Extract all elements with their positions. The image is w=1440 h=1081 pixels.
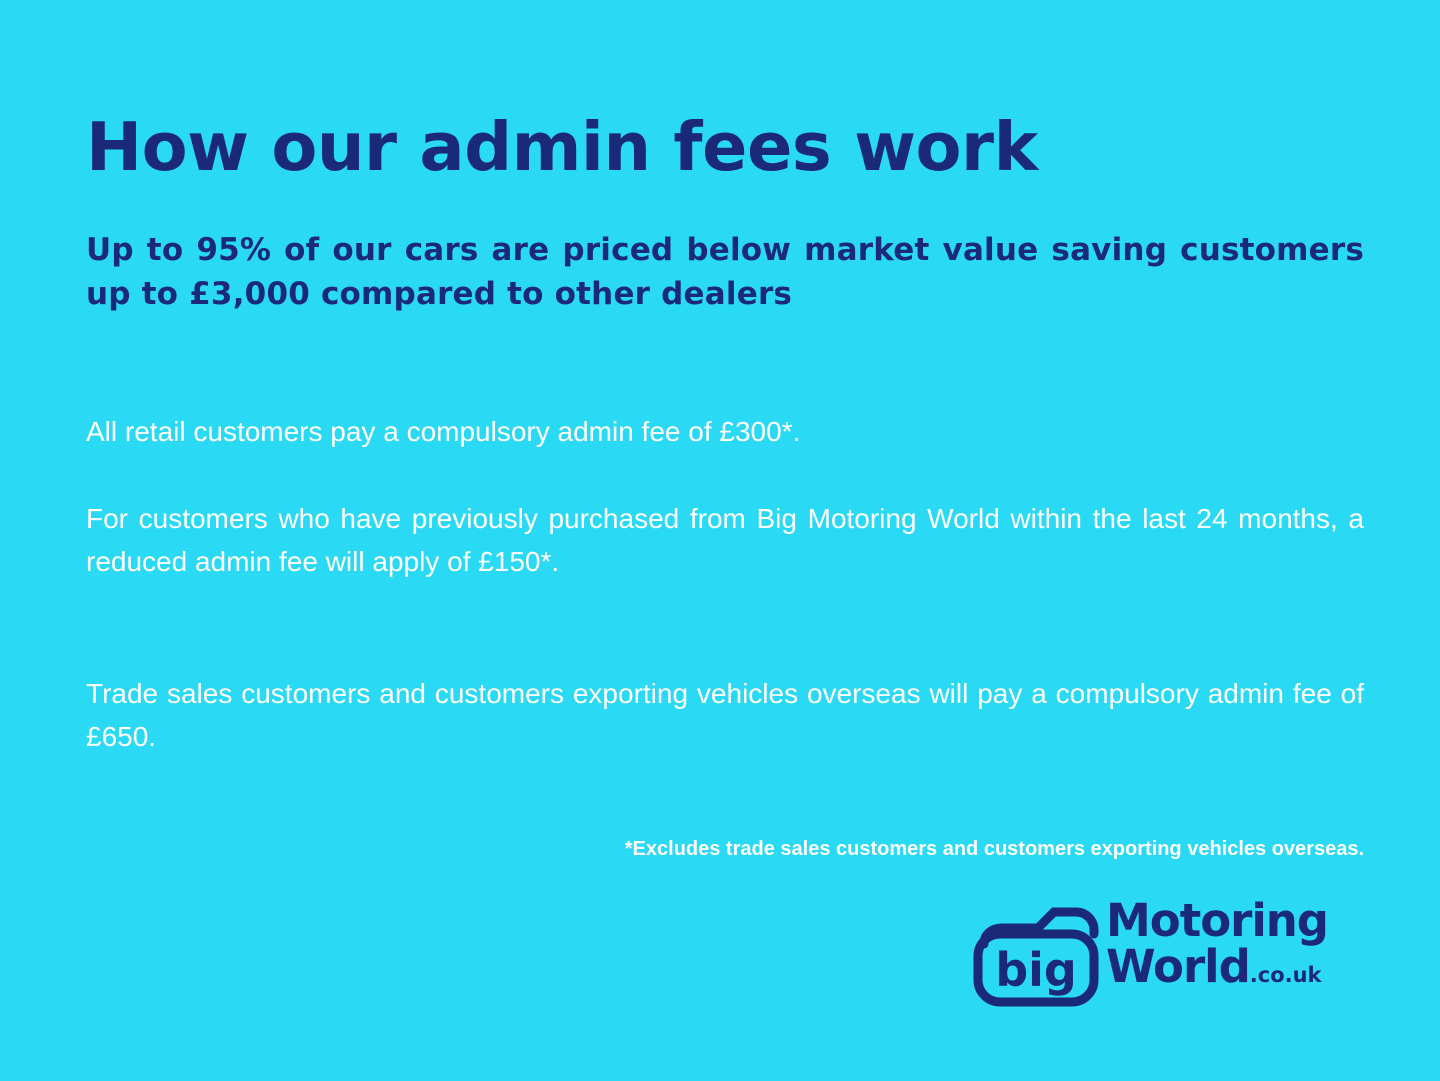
paragraph-returning-customer-fee: For customers who have previously purchased from Big Motoring World within the last 24 months, a reduced admin fee will apply of £150*.: [86, 503, 1364, 578]
brand-tld: .co.uk: [1249, 962, 1322, 987]
brand-line-2: World: [1106, 939, 1250, 993]
brand-wordmark: [1106, 894, 1362, 1014]
subheading: Up to 95% of our cars are priced below market value saving customers up to £3,000 compared to other dealers: [86, 232, 1364, 313]
brand-line-1: Motoring: [1106, 894, 1328, 947]
big-car-icon: [972, 904, 1102, 1008]
page-title: How our admin fees work: [86, 108, 1038, 186]
footnote: *Excludes trade sales customers and customers exporting vehicles overseas.: [624, 838, 1364, 860]
brand-logo: [972, 894, 1362, 1018]
paragraph-trade-export-fee: Trade sales customers and customers exporting vehicles overseas will pay a compulsory admin fee of £650.: [86, 678, 1364, 753]
paragraph-retail-fee: All retail customers pay a compulsory admin fee of £300*.: [86, 416, 801, 447]
svg-text:big: big: [995, 943, 1077, 997]
